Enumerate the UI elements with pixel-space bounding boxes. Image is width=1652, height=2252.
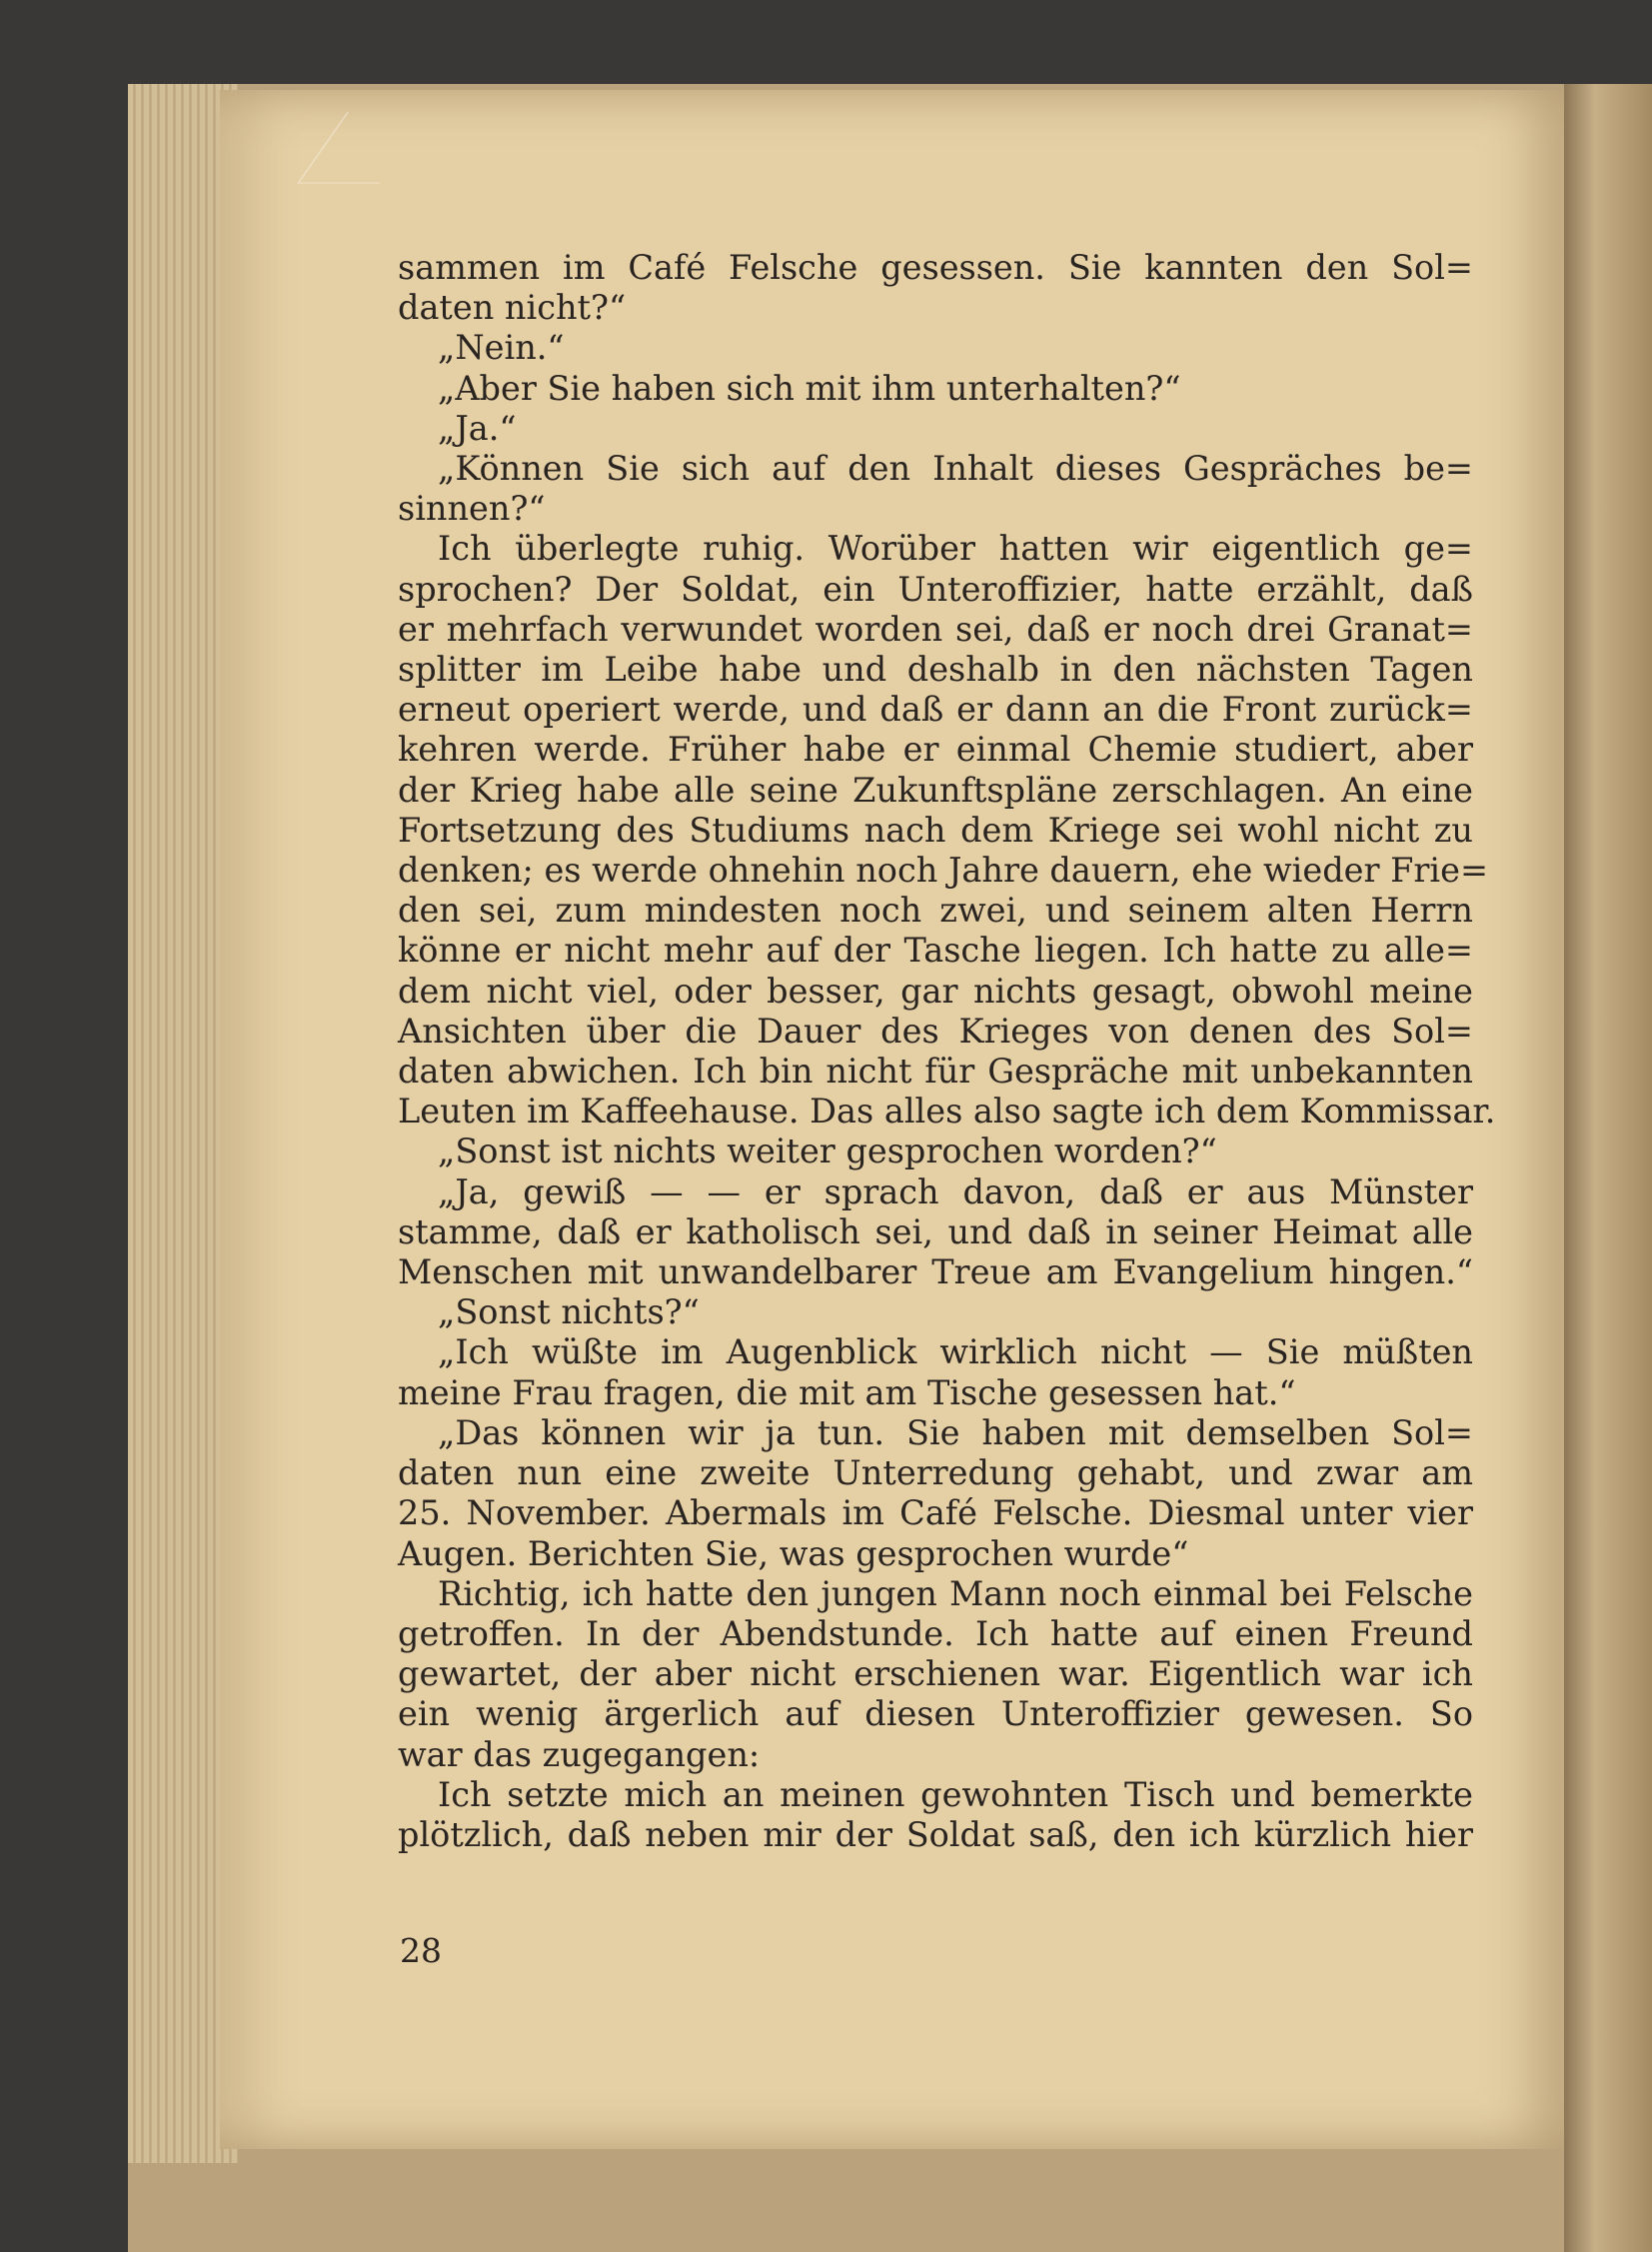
text-line: Richtig, ich hatte den jungen Mann noch einmal bei Felsche — [438, 1573, 1473, 1613]
text-line: Leuten im Kaffeehause. Das alles also sagte ich dem Kommissar. — [398, 1092, 1496, 1131]
text-line: getroffen. In der Abendstunde. Ich hatte auf einen Freund — [398, 1613, 1473, 1653]
text-line: „Nein.“ — [438, 328, 565, 368]
text-line: daten abwichen. Ich bin nicht für Gespräche mit unbekannten — [398, 1052, 1473, 1092]
text-line: „Sonst nichts?“ — [438, 1292, 700, 1332]
text-line: splitter im Leibe habe und deshalb in den nächsten Tagen — [398, 650, 1473, 690]
text-line: kehren werde. Früher habe er einmal Chemie studiert, aber — [398, 730, 1473, 770]
text-line: daten nicht?“ — [398, 288, 627, 328]
text-line: plötzlich, daß neben mir der Soldat saß, den ich kürzlich hier — [398, 1814, 1473, 1854]
corner-fold-mark — [297, 112, 429, 184]
text-line: erneut operiert werde, und daß er dann an die Front zurück= — [398, 690, 1473, 730]
text-line: der Krieg habe alle seine Zukunftspläne zerschlagen. An eine — [398, 770, 1473, 810]
text-line: dem nicht viel, oder besser, gar nichts gesagt, obwohl meine — [398, 971, 1473, 1011]
text-line: stamme, daß er katholisch sei, und daß in seiner Heimat alle — [398, 1211, 1473, 1251]
text-line: daten nun eine zweite Unterredung gehabt, und zwar am — [398, 1453, 1473, 1493]
text-line: Menschen mit unwandelbarer Treue am Evangelium hingen.“ — [398, 1252, 1473, 1292]
text-line: „Aber Sie haben sich mit ihm unterhalten?“ — [438, 368, 1181, 408]
text-line: denken; es werde ohnehin noch Jahre dauern, ehe wieder Frie= — [398, 851, 1489, 891]
text-line: gewartet, der aber nicht erschienen war. Eigentlich war ich — [398, 1654, 1473, 1694]
text-line: 25. November. Abermals im Café Felsche. Diesmal unter vier — [398, 1493, 1473, 1533]
book-gutter — [1564, 84, 1652, 2252]
text-line: sprochen? Der Soldat, ein Unteroffizier, hatte erzählt, daß — [398, 569, 1473, 609]
text-line: Ich überlegte ruhig. Worüber hatten wir eigentlich ge= — [438, 529, 1473, 569]
text-line: „Sonst ist nichts weiter gesprochen worden?“ — [438, 1131, 1217, 1171]
text-line: „Das können wir ja tun. Sie haben mit demselben Sol= — [438, 1412, 1473, 1452]
text-line: „Ja, gewiß — — er sprach davon, daß er aus Münster — [438, 1171, 1473, 1211]
text-line: Fortsetzung des Studiums nach dem Kriege sei wohl nicht zu — [398, 810, 1473, 850]
text-line: Ansichten über die Dauer des Krieges von denen des Sol= — [398, 1011, 1473, 1051]
text-line: Ich setzte mich an meinen gewohnten Tisch und bemerkte — [438, 1774, 1473, 1814]
text-line: sinnen?“ — [398, 489, 546, 529]
text-line: er mehrfach verwundet worden sei, daß er noch drei Granat= — [398, 609, 1473, 649]
body-text — [398, 248, 1496, 1855]
page-number: 28 — [400, 1931, 442, 1970]
text-line: „Können Sie sich auf den Inhalt dieses Gespräches be= — [438, 449, 1473, 489]
text-line: sammen im Café Felsche gesessen. Sie kannten den Sol= — [398, 248, 1473, 287]
text-line: „Ich wüßte im Augenblick wirklich nicht — Sie müßten — [438, 1332, 1473, 1372]
text-line: könne er nicht mehr auf der Tasche liegen. Ich hatte zu alle= — [398, 931, 1473, 971]
text-line: den sei, zum mindesten noch zwei, und seinem alten Herrn — [398, 891, 1473, 931]
text-line: ein wenig ärgerlich auf diesen Unteroffizier gewesen. So — [398, 1694, 1473, 1734]
text-line: war das zugegangen: — [398, 1734, 761, 1774]
text-line: Augen. Berichten Sie, was gesprochen wurde“ — [398, 1533, 1189, 1573]
text-line: meine Frau fragen, die mit am Tische gesessen hat.“ — [398, 1372, 1296, 1412]
text-line: „Ja.“ — [438, 408, 517, 448]
